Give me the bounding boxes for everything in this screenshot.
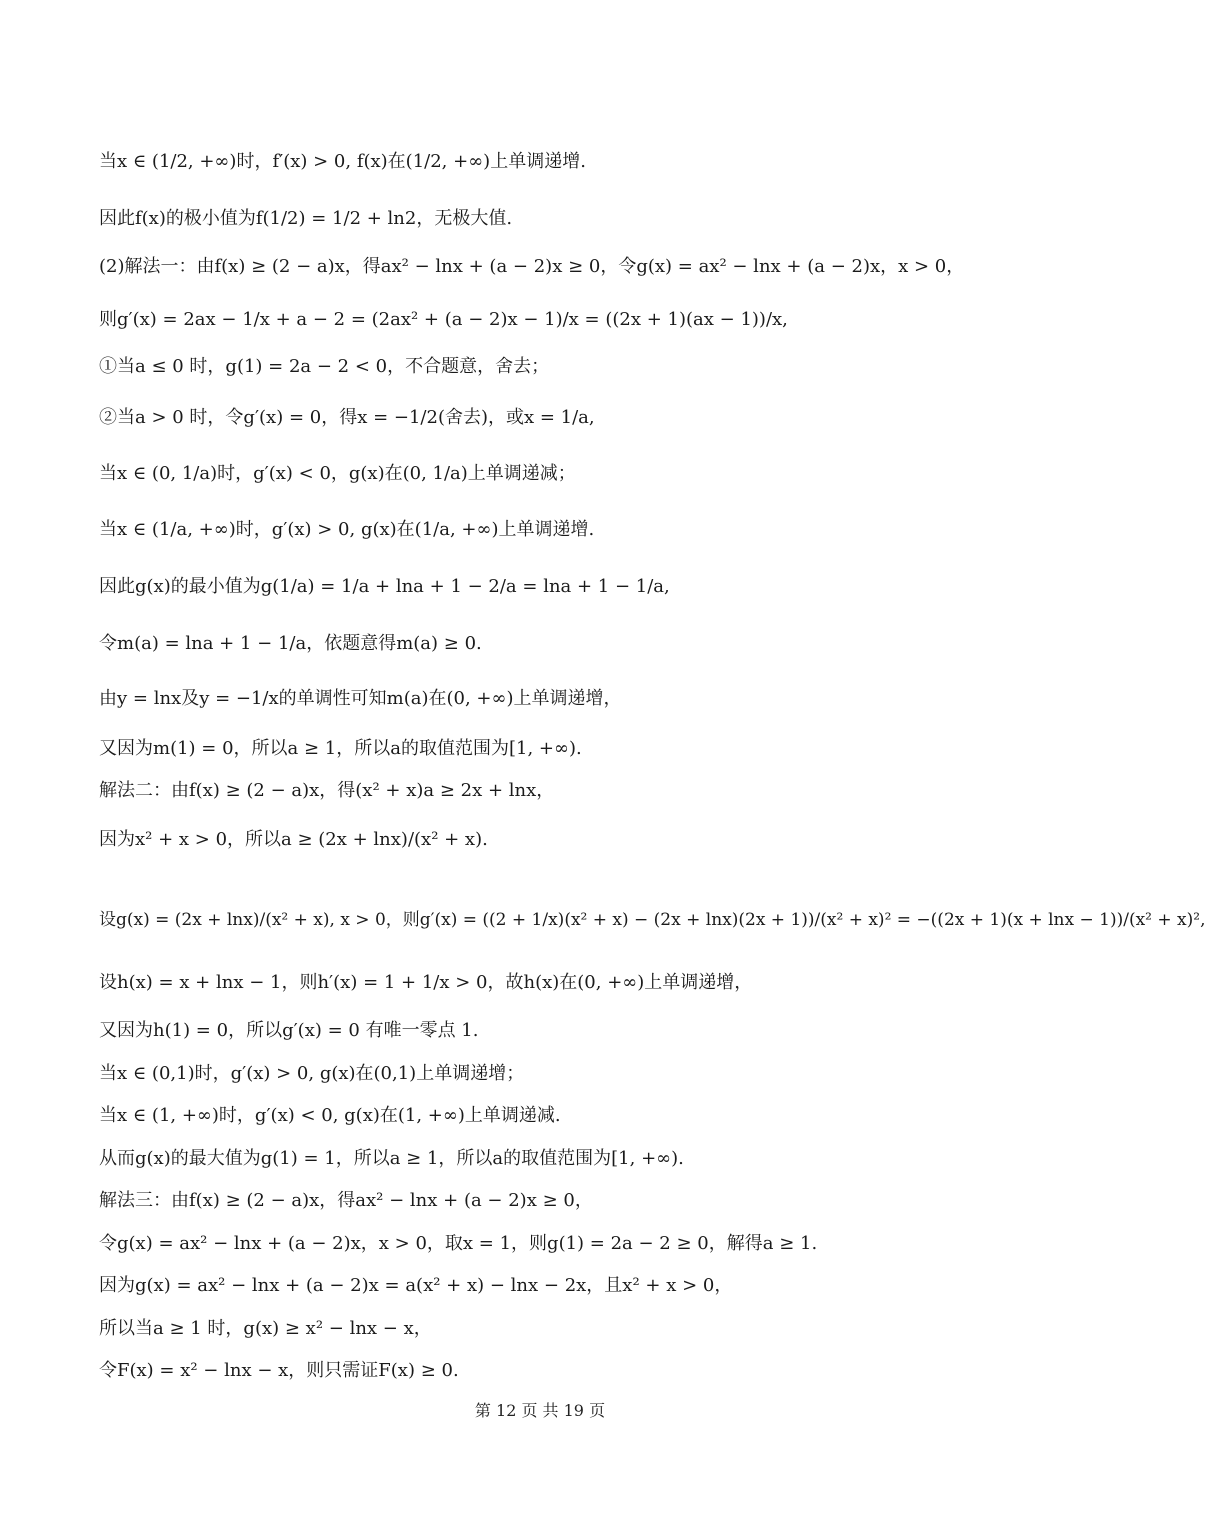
text-line: 又因为m(1) = 0，所以a ≥ 1，所以a的取值范围为[1, +∞). — [99, 738, 582, 759]
text-line: 当x ∈ (1, +∞)时，g′(x) < 0, g(x)在(1, +∞)上单调递减. — [99, 1105, 561, 1126]
text-line: 当x ∈ (1/a, +∞)时，g′(x) > 0, g(x)在(1/a, +∞)上单调递增. — [99, 519, 595, 540]
text-line: 因此g(x)的最小值为g(1/a) = 1/a + lna + 1 − 2/a = lna + 1 − 1/a, — [99, 576, 670, 597]
text-line: 令g(x) = ax² − lnx + (a − 2)x，x > 0，取x = 1，则g(1) = 2a − 2 ≥ 0，解得a ≥ 1. — [99, 1233, 818, 1254]
text-line: 解法二：由f(x) ≥ (2 − a)x，得(x² + x)a ≥ 2x + lnx， — [99, 780, 555, 801]
text-line: 所以当a ≥ 1 时，g(x) ≥ x² − lnx − x， — [99, 1318, 432, 1339]
text-line: 又因为h(1) = 0，所以g′(x) = 0 有唯一零点 1. — [99, 1020, 479, 1041]
text-line: 因为x² + x > 0，所以a ≥ (2x + lnx)/(x² + x). — [99, 829, 488, 850]
text-line: 当x ∈ (0,1)时，g′(x) > 0, g(x)在(0,1)上单调递增； — [99, 1063, 525, 1084]
page-footer: 第 12 页 共 19 页 — [474, 1401, 606, 1420]
text-line: 当x ∈ (0, 1/a)时，g′(x) < 0，g(x)在(0, 1/a)上单调递减； — [99, 463, 576, 484]
text-line: 设h(x) = x + lnx − 1，则h′(x) = 1 + 1/x > 0，故h(x)在(0, +∞)上单调递增， — [99, 972, 753, 993]
text-line: 从而g(x)的最大值为g(1) = 1，所以a ≥ 1，所以a的取值范围为[1, +∞). — [99, 1148, 684, 1169]
text-line: 当x ∈ (1/2, +∞)时，f′(x) > 0, f(x)在(1/2, +∞)上单调递增. — [99, 151, 586, 172]
text-line: 由y = lnx及y = −1/x的单调性可知m(a)在(0, +∞)上单调递增， — [99, 688, 622, 709]
text-line: 解法三：由f(x) ≥ (2 − a)x，得ax² − lnx + (a − 2)x ≥ 0， — [99, 1190, 593, 1211]
text-line: 因此f(x)的极小值为f(1/2) = 1/2 + ln2，无极大值. — [99, 208, 513, 229]
text-line: 令F(x) = x² − lnx − x，则只需证F(x) ≥ 0. — [99, 1360, 459, 1381]
text-line: 则g′(x) = 2ax − 1/x + a − 2 = (2ax² + (a − 2)x − 1)/x = ((2x + 1)(ax − 1))/x, — [99, 309, 788, 330]
text-line: ①当a ≤ 0 时，g(1) = 2a − 2 < 0，不合题意，舍去； — [99, 356, 550, 377]
text-line: ②当a > 0 时，令g′(x) = 0，得x = −1/2(舍去)，或x = 1/a, — [99, 407, 595, 428]
text-line: 令m(a) = lna + 1 − 1/a，依题意得m(a) ≥ 0. — [99, 633, 482, 654]
text-line: (2)解法一：由f(x) ≥ (2 − a)x，得ax² − lnx + (a − 2)x ≥ 0，令g(x) = ax² − lnx + (a − 2)x，x > 0， — [99, 256, 965, 277]
text-line: 因为g(x) = ax² − lnx + (a − 2)x = a(x² + x) − lnx − 2x，且x² + x > 0， — [99, 1275, 733, 1296]
text-line: 设g(x) = (2x + lnx)/(x² + x), x > 0，则g′(x) = ((2 + 1/x)(x² + x) − (2x + lnx)(2x + 1))/(x² + x)² = −((2x + 1)(x + lnx − 1))/(x² + x)², — [99, 909, 1205, 930]
